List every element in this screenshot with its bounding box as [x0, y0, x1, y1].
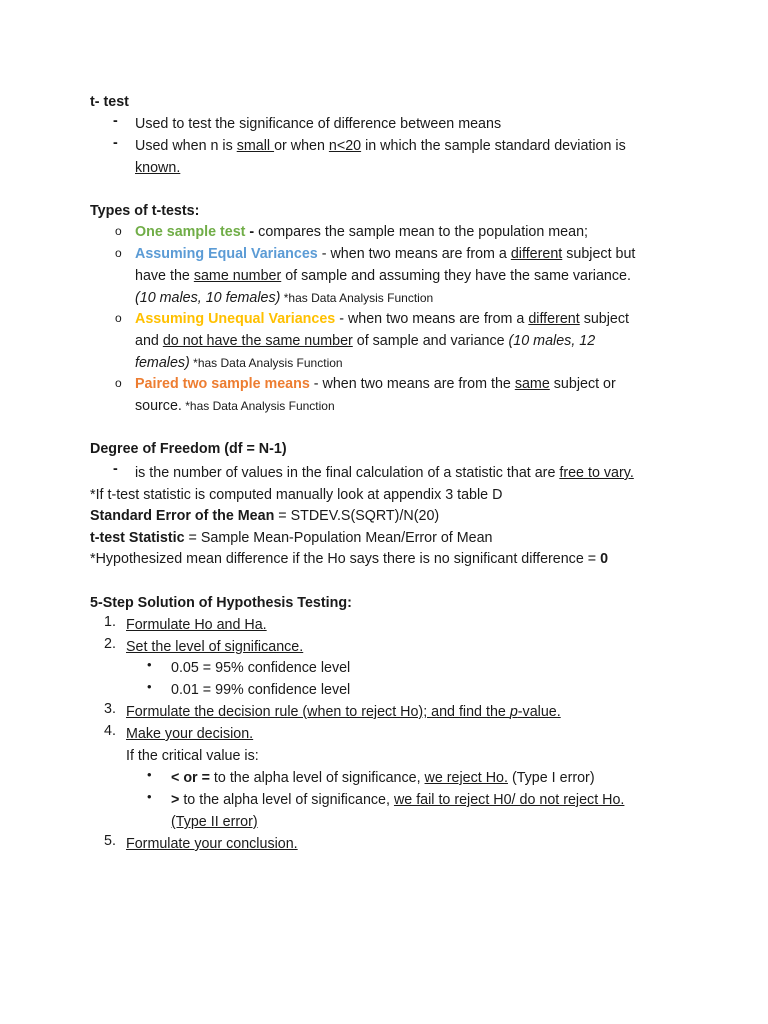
- sem-line: Standard Error of the Mean = STDEV.S(SQRT)/N(20): [90, 508, 440, 524]
- type-equal-line2: have the same number of sample and assuming they have the same variance.: [135, 268, 631, 284]
- circle-bullet: o: [115, 376, 122, 390]
- types-heading: Types of t-tests:: [90, 203, 200, 219]
- type-equal-line3: (10 males, 10 females) *has Data Analysis Function: [135, 290, 434, 306]
- step-number: 5.: [104, 833, 116, 849]
- steps-heading: 5-Step Solution of Hypothesis Testing:: [90, 595, 352, 611]
- bullet-dot: •: [147, 657, 152, 672]
- critical-rule-2: > to the alpha level of significance, we fail to reject H0/ do not reject Ho.: [171, 792, 625, 808]
- type-unequal-line2: and do not have the same number of sample and variance (10 males, 12: [135, 333, 596, 349]
- critical-rule-1: < or = to the alpha level of significance, we reject Ho. (Type I error): [171, 770, 595, 786]
- circle-bullet: o: [115, 246, 122, 260]
- ttest-item-1: Used to test the significance of difference between means: [135, 116, 502, 132]
- bullet-dot: •: [147, 789, 152, 804]
- type-unequal-line3: females) *has Data Analysis Function: [135, 355, 343, 371]
- step-number: 3.: [104, 701, 116, 717]
- dof-heading: Degree of Freedom (df = N-1): [90, 441, 287, 457]
- step-number: 4.: [104, 723, 116, 739]
- type-paired-line1: Paired two sample means - when two means are from the same subject or: [135, 376, 616, 392]
- dash-bullet: -: [113, 461, 118, 477]
- type-equal-line1: Assuming Equal Variances - when two means are from a different subject but: [135, 246, 636, 262]
- step-3: Formulate the decision rule (when to reject Ho); and find the p-value.: [126, 704, 561, 720]
- tstat-line: t-test Statistic = Sample Mean-Population Mean/Error of Mean: [90, 530, 493, 546]
- circle-bullet: o: [115, 311, 122, 325]
- step-number: 2.: [104, 636, 116, 652]
- critical-rule-2-cont: (Type II error): [171, 814, 258, 830]
- bullet-dot: •: [147, 767, 152, 782]
- bullet-dot: •: [147, 679, 152, 694]
- step-number: 1.: [104, 614, 116, 630]
- ttest-item-2: Used when n is small or when n<20 in which the sample standard deviation is: [135, 138, 626, 154]
- step-1: Formulate Ho and Ha.: [126, 617, 267, 633]
- step-4: Make your decision.: [126, 726, 254, 742]
- type-unequal-line1: Assuming Unequal Variances - when two means are from a different subject: [135, 311, 630, 327]
- dof-item: is the number of values in the final calculation of a statistic that are free to vary.: [135, 465, 634, 481]
- sig-level-1: 0.05 = 95% confidence level: [171, 660, 351, 676]
- hyp-line: *Hypothesized mean difference if the Ho says there is no significant difference = 0: [90, 551, 609, 567]
- critical-value-intro: If the critical value is:: [126, 748, 259, 764]
- dof-note: *If t-test statistic is computed manually look at appendix 3 table D: [90, 487, 503, 503]
- dash-bullet: -: [113, 135, 118, 151]
- circle-bullet: o: [115, 224, 122, 238]
- ttest-item-2-cont: known.: [135, 160, 181, 176]
- dash-bullet: -: [113, 113, 118, 129]
- step-5: Formulate your conclusion.: [126, 836, 298, 852]
- sig-level-2: 0.01 = 99% confidence level: [171, 682, 351, 698]
- ttest-heading: t- test: [90, 94, 129, 110]
- step-2: Set the level of significance.: [126, 639, 304, 655]
- type-paired-line2: source. *has Data Analysis Function: [135, 398, 335, 414]
- type-one-sample: One sample test - compares the sample mean to the population mean;: [135, 224, 588, 240]
